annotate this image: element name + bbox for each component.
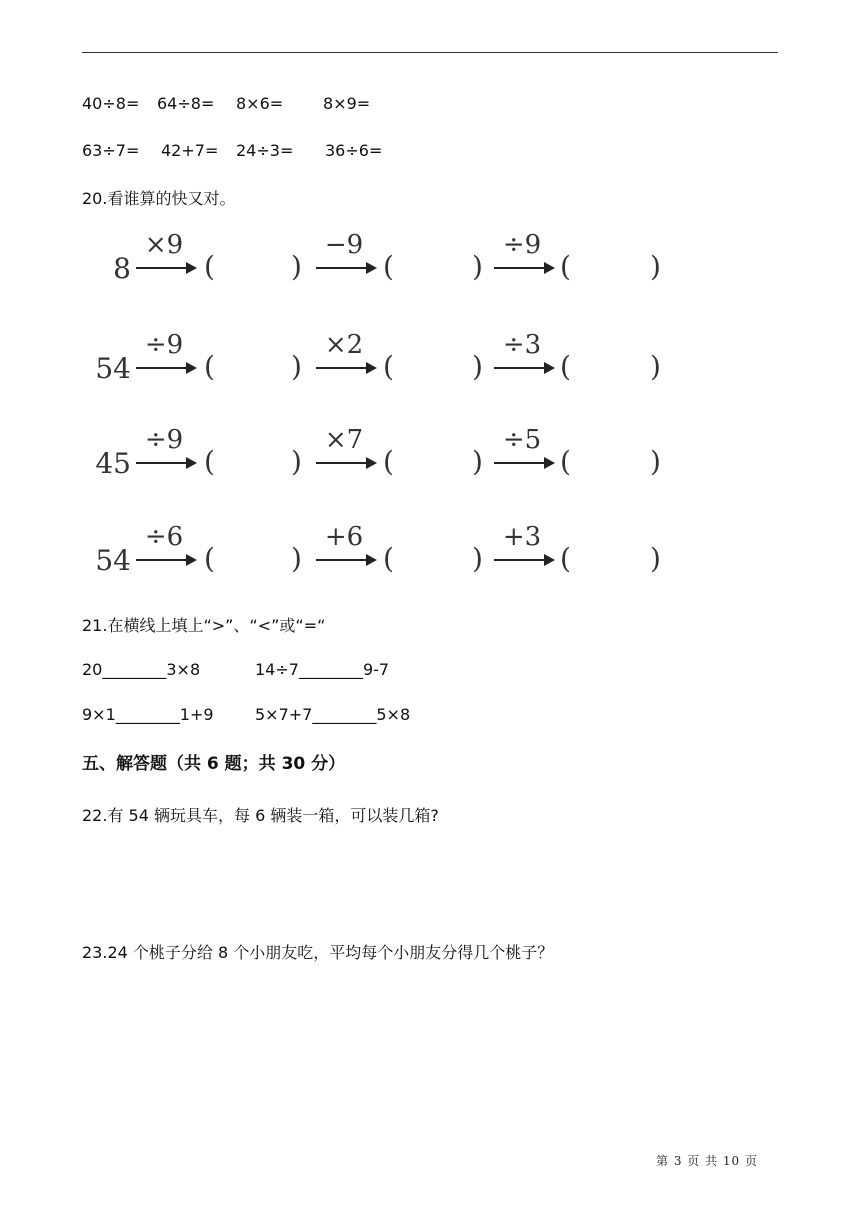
right-arrow-icon [136,553,198,567]
chain-operator: ÷9 [502,230,542,260]
answer-paren-open: ( [560,445,571,478]
right-arrow-icon [494,361,556,375]
answer-paren-close: ) [650,250,661,283]
answer-paren-open: ( [560,250,571,283]
chain-operator: ×2 [324,330,364,360]
answer-paren-open: ( [204,250,215,283]
right-arrow-icon [316,553,378,567]
answer-paren-close: ) [650,350,661,383]
right-arrow-icon [494,261,556,275]
arith-1-3: 8×6= [236,94,284,113]
right-arrow-icon [494,553,556,567]
answer-paren-close: ) [472,542,483,575]
question-21: 21.在横线上填上“>”、“<”或“=“ [82,616,326,635]
answer-paren-close: ) [472,250,483,283]
header-rule [82,52,778,53]
compare-1-2: 14÷7________9-7 [255,660,390,679]
question-23: 23.24 个桃子分给 8 个小朋友吃，平均每个小朋友分得几个桃子？ [82,943,554,962]
answer-paren-open: ( [204,542,215,575]
right-arrow-icon [494,456,556,470]
arith-1-1: 40÷8= [82,94,140,113]
answer-paren-close: ) [291,542,302,575]
chain-start-number: 8 [113,252,131,285]
chain-operator: +6 [324,522,364,552]
right-arrow-icon [316,361,378,375]
chain-start-number: 45 [95,447,131,480]
compare-2-2: 5×7+7________5×8 [255,705,411,724]
right-arrow-icon [316,456,378,470]
answer-paren-open: ( [383,445,394,478]
answer-paren-close: ) [291,250,302,283]
arith-2-2: 42+7= [161,141,219,160]
chain-operator: ÷9 [144,425,184,455]
chain-operator: +3 [502,522,542,552]
answer-paren-close: ) [291,445,302,478]
arith-2-1: 63÷7= [82,141,140,160]
chain-start-number: 54 [95,352,131,385]
answer-paren-close: ) [650,542,661,575]
answer-paren-open: ( [204,445,215,478]
answer-paren-open: ( [560,542,571,575]
chain-operator: ÷5 [502,425,542,455]
page-footer: 第 3 页 共 10 页 [656,1154,758,1168]
answer-paren-open: ( [560,350,571,383]
arith-1-2: 64÷8= [157,94,215,113]
answer-paren-open: ( [204,350,215,383]
right-arrow-icon [136,361,198,375]
arith-1-4: 8×9= [323,94,371,113]
answer-paren-close: ) [650,445,661,478]
right-arrow-icon [136,456,198,470]
chain-operator: ×7 [324,425,364,455]
chain-start-number: 54 [95,544,131,577]
answer-paren-close: ) [472,350,483,383]
chain-operator: ÷3 [502,330,542,360]
compare-1-1: 20________3×8 [82,660,201,679]
chain-operator: −9 [324,230,364,260]
section-5-heading: 五、解答题（共 6 题；共 30 分） [82,754,346,774]
arith-2-4: 36÷6= [325,141,383,160]
right-arrow-icon [316,261,378,275]
chain-operator: ÷6 [144,522,184,552]
question-20: 20.看谁算的快又对。 [82,189,236,208]
answer-paren-close: ) [472,445,483,478]
arith-2-3: 24÷3= [236,141,294,160]
answer-paren-open: ( [383,350,394,383]
chain-operator: ÷9 [144,330,184,360]
right-arrow-icon [136,261,198,275]
chain-operator: ×9 [144,230,184,260]
compare-2-1: 9×1________1+9 [82,705,214,724]
question-22: 22.有 54 辆玩具车，每 6 辆装一箱，可以装几箱? [82,806,439,825]
answer-paren-close: ) [291,350,302,383]
answer-paren-open: ( [383,250,394,283]
answer-paren-open: ( [383,542,394,575]
